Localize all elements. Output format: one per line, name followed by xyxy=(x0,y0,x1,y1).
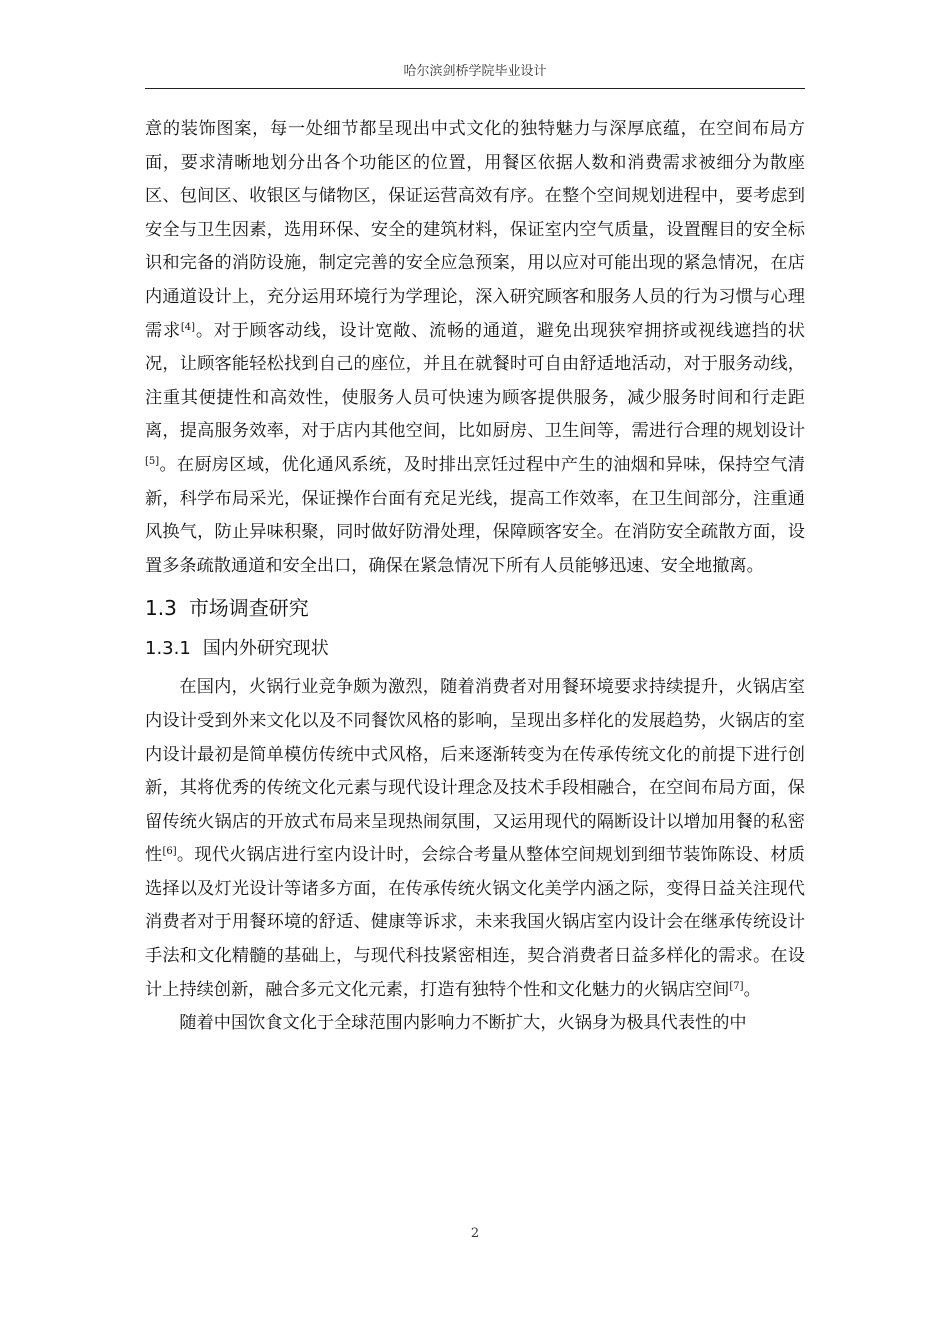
paragraph-text: 。 xyxy=(743,979,761,1000)
citation-7: [7] xyxy=(729,980,744,992)
citation-6: [6] xyxy=(162,846,177,858)
paragraph-text: 意的装饰图案，每一处细节都呈现出中式文化的独特魅力与深厚底蕴，在空间布局方面，要求清晰地划分出各个功能区的位置，用餐区依据人数和消费需求被细分为散座区、包间区、收银区与储物区，保证运营高效有序。在整个空间规划进程中，要考虑到安全与卫生因素，选用环保、安全的建筑材料，保证室内空气质量，设置醒目的安全标识和完备的消防设施，制定完善的安全应急预案，用以应对可能出现的紧急情况，在店内通道设计上，充分运用环境行为学理论，深入研究顾客和服务人员的行为习惯与心理需求 xyxy=(145,119,805,341)
paragraph-text: 。在厨房区域，优化通风系统，及时排出烹饪过程中产生的油烟和异味，保持空气清新，科学布局采光，保证操作台面有充足光线，提高工作效率，在卫生间部分，注重通风换气，防止异味积聚，同时做好防滑处理，保障顾客安全。在消防安全疏散方面，设置多条疏散通道和安全出口，确保在紧急情况下所有人员能够迅速、安全地撤离。 xyxy=(145,454,805,576)
paragraph-text: 在国内，火锅行业竞争颇为激烈，随着消费者对用餐环境要求持续提升，火锅店室内设计受到外来文化以及不同餐饮风格的影响，呈现出多样化的发展趋势，火锅店的室内设计最初是简单模仿传统中式风格，后来逐渐转变为在传承传统文化的前提下进行创新，其将优秀的传统文化元素与现代设计理念及技术手段相融合，在空间布局方面，保留传统火锅店的开放式布局来呈现热闹氛围，又运用现代的隔断设计以增加用餐的私密性 xyxy=(145,677,805,866)
paragraph-text: 。现代火锅店进行室内设计时，会综合考量从整体空间规划到细节装饰陈设、材质选择以及灯光设计等诸多方面，在传承传统火锅文化美学内涵之际，变得日益关注现代消费者对于用餐环境的舒适、健康等诉求，未来我国火锅店室内设计会在继承传统设计手法和文化精髓的基础上，与现代科技紧密相连，契合消费者日益多样化的需求。在设计上持续创新，融合多元文化元素，打造有独特个性和文化魅力的火锅店空间 xyxy=(145,845,805,1000)
subsection-title: 国内外研究现状 xyxy=(202,638,329,660)
page-number: 2 xyxy=(470,1226,480,1241)
section-title: 市场调查研究 xyxy=(188,596,309,621)
section-number: 1.3 xyxy=(145,596,177,621)
page-header: 哈尔滨剑桥学院毕业设计 xyxy=(403,64,547,79)
citation-5: [5] xyxy=(145,455,160,467)
paragraph-text: 。对于顾客动线，设计宽敞、流畅的通道，避免出现狭窄拥挤或视线遮挡的状况，让顾客能轻松找到自己的座位，并且在就餐时可自由舒适地活动，对于服务动线，注重其便捷性和高效性，使服务人员可快速为顾客提供服务，减少服务时间和行走距离，提高服务效率，对于店内其他空间，比如厨房、卫生间等，需进行合理的规划设计 xyxy=(145,320,805,442)
document-body xyxy=(145,113,805,1041)
subsection-number: 1.3.1 xyxy=(145,638,191,660)
header-divider xyxy=(145,88,805,89)
body-paragraph-2 xyxy=(145,671,805,1007)
body-paragraph-1 xyxy=(145,113,805,583)
section-heading xyxy=(145,593,805,623)
citation-4: [4] xyxy=(180,321,196,333)
body-paragraph-3: 随着中国饮食文化于全球范围内影响力不断扩大，火锅身为极具代表性的中 xyxy=(179,1013,747,1034)
subsection-heading xyxy=(145,635,805,663)
